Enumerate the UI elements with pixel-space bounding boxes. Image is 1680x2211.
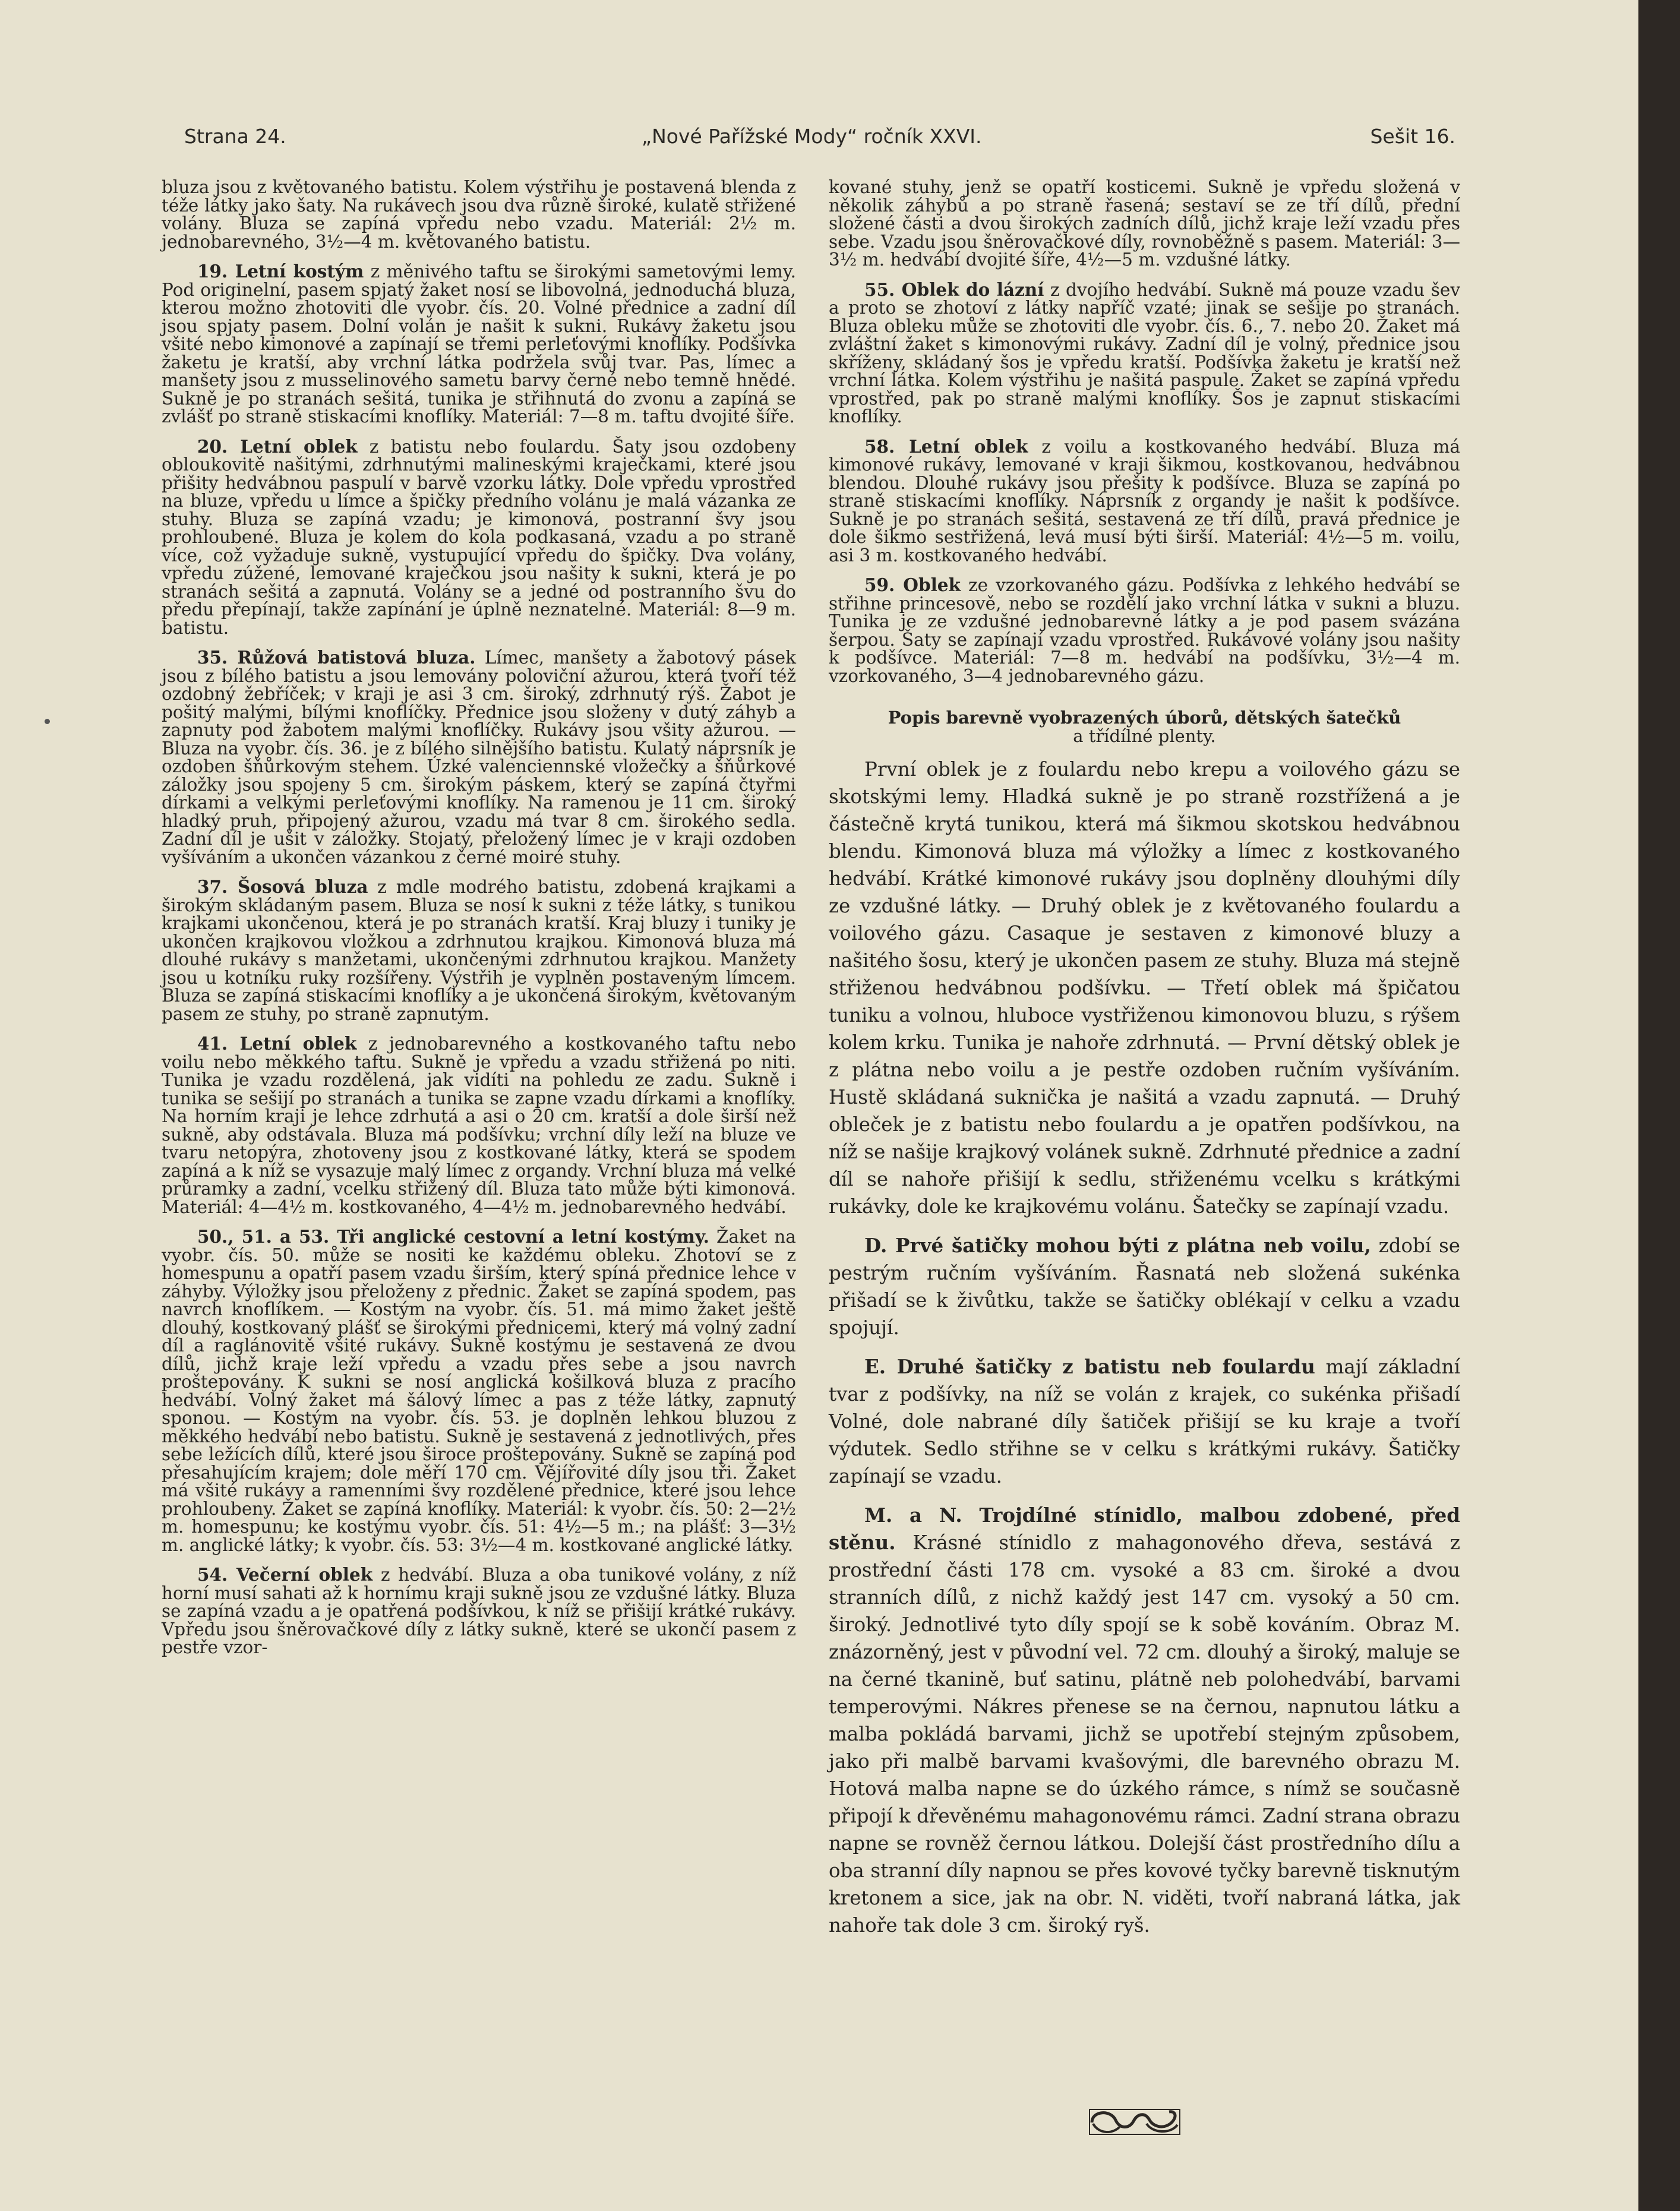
item-title: 20. Letní oblek (197, 435, 358, 457)
paragraph: 58. Letní oblek z voilu a kostkovaného hedvábí. Bluza má kimonové rukávy, lemované v kraji šikmou, kostkovanou, hedvábnou blendou. Dlouhé rukávy jsou přešity k podšívce. Bluza se zapíná po straně stiskacími knoflíky. Náprsník z organdy je našit k podšívce. Sukně je po stranách sešitá, sestavená ze tří dílů, pravá přednice je dole šikmo sestřižená, levá musí býti širší. Materiál: 4½—5 m. voilu, asi 3 m. kostkovaného hedvábí. (829, 435, 1460, 566)
item-title: 55. Oblek do lázní (864, 279, 1044, 300)
paragraph: 19. Letní kostým z měnivého taftu se širokými sametovými lemy. Pod originelní, pasem spjatý žaket nosí se libovolná, jednoduchá bluza, kterou možno zhotoviti dle vyobr. čís. 20. Volné přednice a zadní díl jsou spjaty pasem. Dolní volán je našit k sukni. Rukávy žaketu jsou všité nebo kimonové a zapínají se třemi perleťovými knoflíky. Podšívka žaketu je kratší, aby vrchní látka podržela svůj tvar. Pas, límec a manšety jsou z musselinového sametu barvy černé nebo temně hnědé. Sukně je po stranách sešitá, tunika je střihnutá do zvonu a zapíná se zvlášť po straně stiskacími knoflíky. Materiál: 7—8 m. taftu dvojité šíře. (162, 261, 796, 427)
item-title: 50., 51. a 53. Tři anglické cestovní a letní kostýmy. (197, 1226, 709, 1247)
paragraph: 54. Večerní oblek z hedvábí. Bluza a oba tunikové volány, z níž horní musí sahati až k hornímu kraji sukně jsou ze vzdušné látky. Bluza se zapíná vzadu a je opatřená podšívkou, k níž se přišijí krátké rukávy. Vpředu jsou šněrovačkové díly z látky sukně, které se ukončí pasem z pestře vzor- (162, 1564, 796, 1657)
magazine-title: „Nové Pařížské Mody“ ročník XXVI. (642, 125, 982, 148)
item-title: 58. Letní oblek (864, 435, 1028, 457)
paragraph: 20. Letní oblek z batistu nebo foulardu. Šaty jsou ozdobeny obloukovitě našitými, zdrhnutými malineskými kraječkami, které jsou přišity hedvábnou paspulí v barvě vzorku látky. Dole vpředu vprostřed na bluze, vpředu u límce a špičky předního volánu je malá vázanka ze stuhy. Bluza se zapíná vzadu; je kimonová, postranní švy jsou prohloubené. Bluza je kolem do kola podkasaná, vzadu a po straně více, což vyžaduje sukně, vystupující vpředu do špičky. Dva volány, vpředu zúžené, lemované kraječkou jsou našity k sukni, která je po stranách sešitá a zapnutá. Volány se a jedné od postranního švu do předu přepínají, takže zapínání je úplně neznatelné. Materiál: 8—9 m. batistu. (162, 435, 797, 638)
item-title: M. a N. Trojdílné stínidlo, malbou zdobené, před stěnu. (829, 1504, 1460, 1554)
paragraph: D. Prvé šatičky mohou býti z plátna neb voilu, zdobí se pestrým ručním vyšíváním. Řasnatá neb složená sukénka přišadí se k živůtku, takže se šatičky oblékají v celku a vzadu spojují. (829, 1234, 1460, 1339)
scan-background (1638, 0, 1680, 2211)
paragraph: E. Druhé šatičky z batistu neb foulardu mají základní tvar z podšívky, na níž se volán z krajek, co sukénka přišadí Volné, dole nabrané díly šatiček přišijí se ku kraje a tvoří výdutek. Sedlo střihne se v celku s krátkými rukávy. Šatičky zapínají se vzadu. (829, 1355, 1461, 1487)
margin-dot (45, 719, 50, 724)
item-title: 54. Večerní oblek (197, 1564, 373, 1585)
page-header (184, 125, 1455, 160)
item-title: 35. Růžová batistová bluza. (197, 647, 476, 668)
paragraph: 55. Oblek do lázní z dvojího hedvábí. Sukně má pouze vzadu šev a proto se zhotoví z látky napříč vzaté; jinak se sešije po stranách. Bluza obleku může se zhotoviti dle vyobr. čís. 6., 7. nebo 20. Žaket má zvláštní žaket s kimonovými rukávy. Zadní díl je volný, přednice jsou skříženy, skládaný šos je vpředu kratší. Podšívka žaketu je kratší než vrchní látka. Kolem výstřihu je našitá paspule. Žaket se zapíná vpředu vprostřed, pak po straně malými knoflíky. Šos je zapnut stiskacími knoflíky. (829, 279, 1460, 427)
item-title: D. Prvé šatičky mohou býti z plátna neb voilu, (864, 1234, 1371, 1257)
paragraph: kované stuhy, jenž se opatří kosticemi. Sukně je vpředu složená v několik záhybů a po straně řasená; sestaví se ze tří dílů, přední složené části a dvou širokých zadních dílů, jichž kraje leží vzadu přes sebe. Vzadu jsou šněrovačkové díly, rovnoběžně s pasem. Materiál: 3—3½ m. hedvábí dvojité šíře, 4½—5 m. vzdušné látky. (829, 177, 1460, 270)
paragraph: 37. Šosová bluza z mdle modrého batistu, zdobená krajkami a širokým skládaným pasem. Bluza se nosí k sukni z téže látky, s tunikou krajkami ukončenou, která je po stranách kratší. Kraj bluzy i tuniky je ukončen krajkovou vložkou a zdrhnutou krajkou. Kimonová bluza má dlouhé rukávy s manžetami, ukončenými zdrhnutou krajkou. Manžety jsou u kotníku ruky rozšířeny. Výstřih je vyplněn postaveným límcem. Bluza se zapíná stiskacími knoflíky a je ukončená širokým, květovaným pasem ze stuhy, po straně zapnutým. (162, 876, 796, 1024)
page-number: Strana 24. (184, 125, 286, 148)
item-title: 41. Letní oblek (197, 1033, 357, 1054)
issue-number: Sešit 16. (1370, 125, 1455, 148)
left-column (162, 178, 796, 1669)
section-subheading: a třídílné plenty. (1073, 725, 1216, 746)
item-title: E. Druhé šatičky z batistu neb foulardu (864, 1355, 1315, 1378)
paragraph: bluza jsou z květovaného batistu. Kolem výstřihu je postavená blenda z téže látky jako šaty. Na rukávech jsou dva různě široké, kulatě střižené volány. Bluza se zapíná vpředu nebo vzadu. Materiál: 2½ m. jednobarevného, 3½—4 m. květovaného batistu. (162, 177, 796, 252)
paragraph: 50., 51. a 53. Tři anglické cestovní a letní kostýmy. Žaket na vyobr. čís. 50. může se nositi ke každému obleku. Zhotoví se z homespunu a opatří pasem vzadu širším, který spíná přednice lehce v záhyby. Výložky jsou přeloženy z přednic. Žaket se zapíná spodem, pas navrch knoflíkem. — Kostým na vyobr. čís. 51. má mimo žaket ještě dlouhý, kostkovaný plášť se širokými přednicemi, který má volný zadní díl a raglánovitě všité rukávy. Sukně kostýmu je sestavená ze dvou dílů, jichž kraje leží vpředu a vzadu přes sebe a jsou navrch proštepovány. K sukni se nosí anglická košilková bluza z pracího hedvábí. Volný žaket má šálový límec a pas z téže látky, zapnutý sponou. — Kostým na vyobr. čís. 53. je doplněn lehkou bluzou z měkkého hedvábí nebo batistu. Sukně je sestavená z jednotlivých, přes sebe ležících dílů, které jsou široce proštepovány. Sukně se zapíná pod přesahujícím krajem; dole měří 170 cm. Vějířovité díly jsou tři. Žaket má všité rukávy a ramenními švy rozdělené přednice, které jsou lehce prohloubeny. Žaket se zapíná knoflíky. Materiál: k vyobr. čís. 50: 2—2½ m. homespunu; ke kostýmu vyobr. čís. 51: 4½—5 m.; na plášť: 3—3½ m. anglické látky; k vyobr. čís. 53: 3½—4 m. kostkované anglické látky. (162, 1226, 796, 1555)
paragraph: M. a N. Trojdílné stínidlo, malbou zdobené, před stěnu. Krásné stínidlo z mahagonového dřeva, sestává z prostřední části 178 cm. vysoké a 83 cm. široké a dvou stranních dílů, z nichž každý jest 147 cm. vysoký a 50 cm. široký. Jednotlivé tyto díly spojí se k sobě kováním. Obraz M. znázorněný, jest v původní vel. 72 cm. dlouhý a široký, maluje se na černé tkanině, buť satinu, plátně neb polohedvábí, barvami temperovými. Nákres přenese se na černou, napnutou látku a malba pokládá barvami, jichž se upotřebí stejným způsobem, jako při malbě barvami kvašovými, dle barevného obrazu M. Hotová malba napne se do úzkého rámce, s nímž se současně připojí k dřevěnému mahagonovému rámci. Zadní strana obrazu napne se rovněž černou látkou. Dolejší část prostředního dílu a oba stranní díly napnou se přes kovové tyčky barevně tisknutým kretonem a sice, jak na obr. N. viděti, tvoří nabraná látka, jak nahoře tak dole 3 cm. široký ryš. (829, 1504, 1460, 1937)
section-heading: Popis barevně vyobrazených úborů, dětských šatečků (888, 707, 1401, 728)
decorative-ornament-icon (1087, 2106, 1182, 2139)
item-title: 19. Letní kostým (197, 261, 364, 282)
paragraph: 35. Růžová batistová bluza. Límec, manšety a žabotový pásek jsou z bílého batistu a jsou lemovány poloviční ažurou, která tvoří též ozdobný žebříček; v kraji je asi 3 cm. široký, zdrhnutý rýš. Žabot je pošitý malými, bílými knoflíčky. Přednice jsou složeny v dutý záhyb a zapnuty pod žabotem malými knoflíčky. Rukávy jsou všity ažurou. — Bluza na vyobr. čís. 36. je z bílého silnějšího batistu. Kulatý náprsník je ozdoben šňůrkovým stehem. Úzké valenciennské vložečky a šňůrkové záložky jsou spojeny 5 cm. širokým páskem, který se zapíná čtyřmi dírkami a velkými perleťovými knoflíky. Na ramenou je 11 cm. široký hladký pruh, připojený ažurou, vzadu má tvar 8 cm. širokého sedla. Zadní díl je ušit v záložky. Stojatý, přeložený límec je v kraji ozdoben vyšíváním a ukončen vázankou z černé moiré stuhy. (162, 647, 796, 867)
item-title: 59. Oblek (864, 574, 961, 595)
paragraph: První oblek je z foulardu nebo krepu a voilového gázu se skotskými lemy. Hladká sukně je po straně rozstřížená a je částečně krytá tunikou, která má šikmou skotskou hedvábnou blendu. Kimonová bluza má výložky a límec z kostkovaného hedvábí. Krátké kimonové rukávy jsou doplněny dlouhými díly ze vzdušné látky. — Druhý oblek je z květovaného foulardu a voilového gázu. Casaque je sestaven z kimonové bluzy a našitého šosu, který je ukončen pasem ze stuhy. Bluza má stejně střiženou hedvábnou podšívku. — Třetí oblek má špičatou tuniku a volnou, hluboce vystřiženou kimonovou bluzu, s rýšem kolem krku. Tunika je nahoře zdrhnutá. — První dětský oblek je z plátna nebo voilu a je pestře ozdoben ručním vyšíváním. Hustě skládaná suknička je našitá a vzadu zapnutá. — Druhý obleček je z batistu nebo foulardu a je opatřen podšívkou, na níž se našije krajkový volánek sukně. Zdrhnuté přednice a zadní díl se nahoře přišijí k sedlu, střiženému vcelku s krátkými rukávky, dole ke krajkovému volánu. Šatečky se zapínají vzadu. (829, 758, 1460, 1218)
paragraph: 59. Oblek ze vzorkovaného gázu. Podšívka z lehkého hedvábí se střihne princesově, nebo se rozdělí jako vrchní látka v sukni a bluzu. Tunika je ze vzdušné jednobarevné látky a je pod pasem svázána šerpou. Šaty se zapínají vzadu vprostřed. Rukávové volány jsou našity k podšívce. Materiál: 7—8 m. hedvábí na podšívku, 3½—4 m. vzorkovaného, 3—4 jednobarevného gázu. (829, 574, 1461, 686)
item-title: 37. Šosová bluza (197, 876, 368, 897)
paragraph: 41. Letní oblek z jednobarevného a kostkovaného taftu nebo voilu nebo měkkého taftu. Sukně je vpředu a vzadu střižená po niti. Tunika je vzadu rozdělená, jak vidíti na pohledu ze zadu. Sukně i tunika se sešijí po stranách a tunika se zapne vzadu dírkami a knoflíky. Na horním kraji je lehce zdrhutá a asi o 20 cm. kratší a dole širší než sukně, aby odstávala. Bluza má podšívku; vrchní díly leží na bluze ve tvaru netopýra, zhotoveny jsou z kostkované látky, která se spodem zapíná a k níž se vysazuje malý límec z organdy. Vrchní bluza má velké průramky a zadní, vcelku střižený díl. Bluza tato může býti kimonová. Materiál: 4—4½ m. kostkovaného, 4—4½ m. jednobarevného hedvábí. (162, 1033, 797, 1217)
right-column (829, 178, 1460, 1951)
